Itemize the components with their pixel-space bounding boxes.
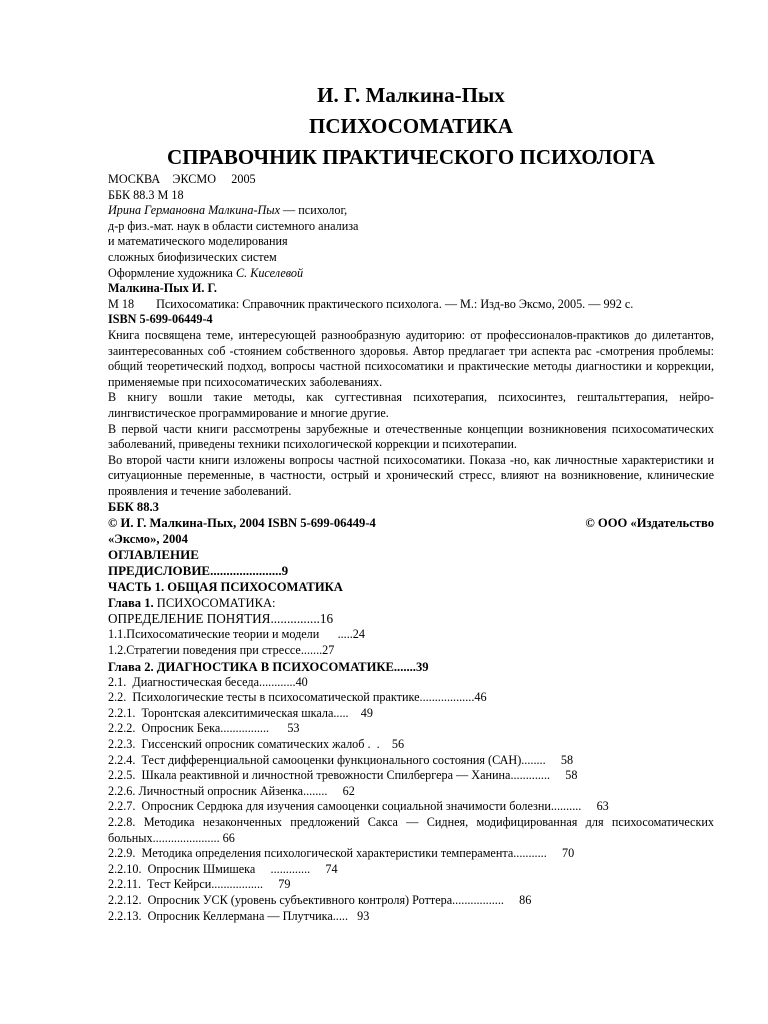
design-prefix: Оформление художника (108, 265, 237, 280)
toc-item: 2.2.9. Методика определения психологической характеристики темперамента........... 70 (108, 846, 575, 861)
catalog-text: Психосоматика: Справочник практического психолога. — М.: Изд-во Эксмо, 2005. — 992 с. (156, 296, 634, 311)
design-credit (108, 266, 714, 282)
copyright-line (108, 515, 714, 531)
toc-heading: ОГЛАВЛЕНИЕ (108, 547, 199, 563)
toc-chapter-1 (108, 595, 714, 611)
toc-chapter-2: Глава 2. ДИАГНОСТИКА В ПСИХОСОМАТИКЕ.......39 (108, 659, 429, 674)
annotation-paragraph-3: В первой части книги рассмотрены зарубежные и отечественные концепции возникновения психосоматических заболеваний, приведены техники психологической коррекции и психотерапии. (108, 421, 714, 452)
copyright-bbk: ББК 88.3 (108, 500, 159, 515)
toc-item: 2.1. Диагностическая беседа............40 (108, 674, 308, 689)
copyright-publisher-2: «Эксмо», 2004 (108, 532, 188, 547)
annotation-paragraph-4: Во второй части книги изложены вопросы частной психосоматики. Показа -но, как личностные характеристики и ситуационные переменные, в частности, острый и хронический стресс, влияют на возникновение, клинические проявления и течение заболеваний. (108, 452, 714, 498)
copyright-publisher: © ООО «Издательство (585, 516, 714, 531)
toc-preface: ПРЕДИСЛОВИЕ......................9 (108, 563, 289, 579)
isbn: ISBN 5-699-06449-4 (108, 312, 213, 327)
catalog-entry (108, 297, 714, 313)
bbk-code: ББК 88.3 М 18 (108, 187, 184, 202)
toc-item: 1.1.Психосоматические теории и модели .....24 (108, 627, 365, 642)
copyright-author: © И. Г. Малкина-Пых, 2004 ISBN 5-699-06449-4 (108, 516, 376, 531)
annotation-paragraph-1: Книга посвящена теме, интересующей разнообразную аудиторию: от профессионалов-практиков до дилетантов, заинтересованных соб -стоянием собственного здоровья. Автор предлагает три аспекта рас -смотрения проблемы: общий теоретический подход, вопросы частной психосоматики и практические методы диагностики и коррекции, применяемые при психосоматических заболеваниях. (108, 327, 714, 389)
toc-item: 2.2.12. Опросник УСК (уровень субъективного контроля) Роттера................. 86 (108, 892, 532, 907)
toc-item: 2.2.1. Торонтская алекситимическая шкала..... 49 (108, 705, 373, 720)
toc-item-2-2-8: 2.2.8. Методика незаконченных предложений Сакса — Сиднея, модифицированная для психосоматических больных...................... 66 (108, 815, 714, 845)
annotation-paragraph-2: В книгу вошли такие методы, как суггестивная психотерапия, психосинтез, гештальттерапия, нейро-лингвистическое программирование и многие другие. (108, 390, 714, 420)
toc-item: 2.2.4. Тест дифференциальной самооценки функционального состояния (САН)........ 58 (108, 752, 574, 767)
author-full-name: Ирина Германовна Малкина-Пых (108, 203, 280, 218)
author-role: — психолог, (279, 203, 348, 218)
toc-chapter-1-title-2: ОПРЕДЕЛЕНИЕ ПОНЯТИЯ...............16 (108, 611, 334, 627)
toc-item: 2.2.7. Опросник Сердюка для изучения самооценки социальной значимости болезни.......... 63 (108, 799, 609, 814)
document-page (108, 80, 714, 924)
book-title: ПСИХОСОМАТИКА (309, 114, 513, 138)
toc-item: 1.2.Стратегии поведения при стрессе.......27 (108, 643, 335, 658)
author-description-1 (108, 203, 714, 219)
author-title: И. Г. Малкина-Пых (317, 83, 505, 107)
author-short: Малкина-Пых И. Г. (108, 281, 217, 296)
city-publisher-year: МОСКВА ЭКСМО 2005 (108, 172, 256, 186)
toc-chapter-1-label: Глава 1. (108, 596, 154, 611)
toc-item: 2.2.3. Гиссенский опросник соматических жалоб . . 56 (108, 737, 405, 752)
author-description-3: и математического моделирования (108, 234, 288, 249)
toc-item: 2.2.2. Опросник Бека................ 53 (108, 721, 300, 736)
toc-part-1: ЧАСТЬ 1. ОБЩАЯ ПСИХОСОМАТИКА (108, 580, 343, 595)
book-subtitle: СПРАВОЧНИК ПРАКТИЧЕСКОГО ПСИХОЛОГА (167, 145, 655, 169)
toc-item: 2.2.6. Личностный опросник Айзенка........ 62 (108, 783, 355, 798)
author-description-2: д-р физ.-мат. наук в области системного анализа (108, 218, 359, 233)
toc-item: 2.2.11. Тест Кейрси................. 79 (108, 877, 291, 892)
toc-item: 2.2.5. Шкала реактивной и личностной тревожности Спилбергера — Ханина............. 58 (108, 768, 578, 783)
author-description-4: сложных биофизических систем (108, 249, 277, 264)
toc-chapter-1-title: ПСИХОСОМАТИКА: (153, 596, 276, 611)
catalog-code: М 18 (108, 296, 135, 311)
toc-item: 2.2.10. Опросник Шмишека ............. 74 (108, 861, 338, 876)
toc-item: 2.2. Психологические тесты в психосоматической практике..................46 (108, 690, 487, 705)
toc-item: 2.2.13. Опросник Келлермана — Плутчика..... 93 (108, 908, 370, 923)
design-artist: С. Киселевой (236, 265, 304, 280)
